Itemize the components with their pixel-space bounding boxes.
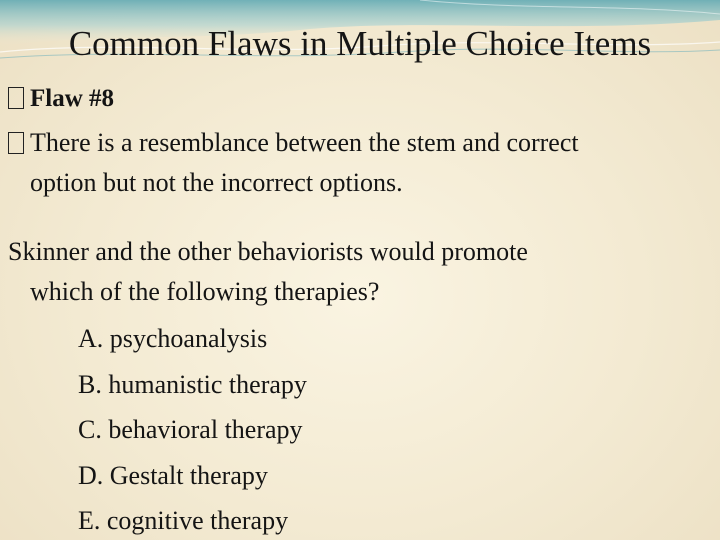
missing-glyph-icon bbox=[8, 87, 24, 109]
bullet-flaw-number bbox=[8, 80, 114, 118]
resemblance-text-continuation: option but not the incorrect options. bbox=[30, 168, 403, 197]
slide-title: Common Flaws in Multiple Choice Items bbox=[68, 24, 652, 63]
option-b: B. humanistic therapy bbox=[78, 369, 307, 399]
flaw-number-text: Flaw #8 bbox=[30, 85, 115, 112]
question-stem-line-1: Skinner and the other behaviorists would promote bbox=[8, 237, 528, 266]
option-e: E. cognitive therapy bbox=[78, 506, 289, 535]
option-c: C. behavioral therapy bbox=[78, 415, 303, 444]
resemblance-text: There is a resemblance between the stem and correct bbox=[30, 128, 579, 157]
option-d: D. Gestalt therapy bbox=[78, 460, 268, 490]
bullet-resemblance bbox=[8, 124, 579, 162]
answer-options bbox=[78, 316, 307, 540]
missing-glyph-icon bbox=[8, 132, 24, 154]
option-a: A. psychoanalysis bbox=[78, 324, 268, 353]
question-stem-line-2: which of the following therapies? bbox=[30, 277, 380, 306]
